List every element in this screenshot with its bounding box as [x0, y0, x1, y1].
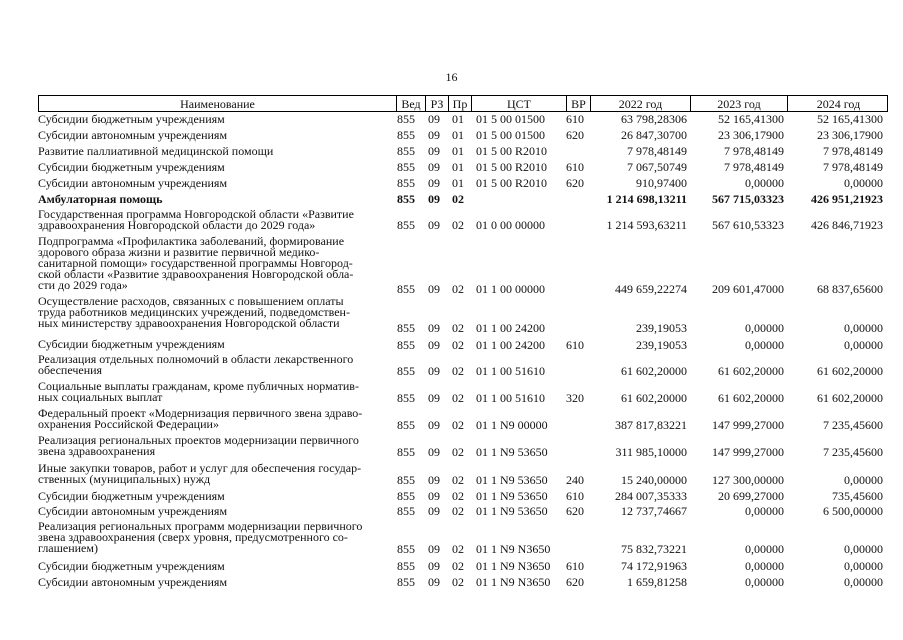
row-name: Реализация региональных проектов модернизации первичного звена здравоохранения [38, 433, 359, 458]
cell-y2023: 61 602,20000 [718, 391, 784, 405]
cell-vr: 620 [566, 128, 584, 142]
cell-pr: 01 [452, 112, 464, 126]
cell-ved: 855 [397, 575, 415, 589]
row-name: Субсидии бюджетным учреждениям [38, 160, 225, 174]
row-name: Иные закупки товаров, работ и услуг для обеспечения государ- ственных (муниципальных) нужд [38, 461, 362, 486]
cell-y2023: 7 978,48149 [724, 144, 784, 158]
cell-pr: 02 [452, 418, 464, 432]
cell-ved: 855 [397, 489, 415, 503]
row-name: Реализация региональных программ модернизации первичного звена здравоохранения (сверх уровня, предусмотренного со- глашением) [38, 519, 363, 555]
cell-y2023: 127 300,00000 [712, 473, 784, 487]
cell-y2024: 0,00000 [844, 575, 883, 589]
cell-vr: 610 [566, 559, 584, 573]
cell-pr: 02 [452, 542, 464, 556]
cell-y2024: 426 846,71923 [811, 218, 883, 232]
header-cst: ЦСТ [471, 96, 566, 111]
cell-y2022: 15 240,00000 [621, 473, 687, 487]
cell-cst: 01 1 N9 53650 [476, 504, 548, 518]
cell-y2023: 7 978,48149 [724, 160, 784, 174]
cell-ved: 855 [397, 176, 415, 190]
cell-vr: 320 [566, 391, 584, 405]
cell-pr: 02 [452, 338, 464, 352]
cell-y2024: 52 165,41300 [817, 112, 883, 126]
cell-y2024: 0,00000 [844, 338, 883, 352]
cell-pr: 02 [452, 473, 464, 487]
cell-vr: 240 [566, 473, 584, 487]
cell-y2023: 0,00000 [745, 542, 784, 556]
cell-ved: 855 [397, 559, 415, 573]
cell-pr: 02 [452, 575, 464, 589]
cell-rz: 09 [428, 504, 440, 518]
cell-y2023: 147 999,27000 [712, 418, 784, 432]
cell-y2022: 239,19053 [636, 321, 687, 335]
cell-y2022: 239,19053 [636, 338, 687, 352]
cell-ved: 855 [397, 321, 415, 335]
cell-y2022: 449 659,22274 [615, 282, 687, 296]
row-name: Субсидии бюджетным учреждениям [38, 337, 225, 351]
cell-ved: 855 [397, 128, 415, 142]
cell-rz: 09 [428, 445, 440, 459]
cell-cst: 01 1 N9 53650 [476, 489, 548, 503]
cell-y2022: 311 985,10000 [615, 445, 687, 459]
cell-y2022: 1 214 593,63211 [606, 218, 687, 232]
cell-y2024: 0,00000 [844, 473, 883, 487]
header-ved: Вед [396, 96, 425, 111]
cell-vr: 620 [566, 575, 584, 589]
row-name: Федеральный проект «Модернизация первичного звена здраво- охранения Российской Федерации» [38, 406, 363, 431]
cell-y2023: 23 306,17900 [718, 128, 784, 142]
cell-y2022: 75 832,73221 [621, 542, 687, 556]
cell-ved: 855 [397, 473, 415, 487]
cell-y2023: 52 165,41300 [718, 112, 784, 126]
cell-rz: 09 [428, 192, 440, 206]
row-name: Субсидии автономным учреждениям [38, 575, 228, 589]
header-name: Наименование [180, 97, 255, 111]
cell-cst: 01 1 00 00000 [476, 282, 545, 296]
cell-rz: 09 [428, 176, 440, 190]
page-number: 16 [445, 70, 458, 84]
cell-ved: 855 [397, 144, 415, 158]
cell-y2022: 61 602,20000 [621, 391, 687, 405]
cell-y2022: 7 067,50749 [627, 160, 687, 174]
cell-pr: 02 [452, 218, 464, 232]
row-name: Развитие паллиативной медицинской помощи [38, 144, 274, 158]
cell-rz: 09 [428, 418, 440, 432]
cell-ved: 855 [397, 338, 415, 352]
cell-rz: 09 [428, 112, 440, 126]
cell-cst: 01 5 00 R2010 [476, 160, 548, 174]
cell-y2024: 0,00000 [844, 559, 883, 573]
cell-ved: 855 [397, 391, 415, 405]
cell-rz: 09 [428, 218, 440, 232]
cell-rz: 09 [428, 542, 440, 556]
cell-pr: 02 [452, 192, 464, 206]
cell-ved: 855 [397, 542, 415, 556]
cell-cst: 01 5 00 01500 [476, 112, 545, 126]
cell-rz: 09 [428, 160, 440, 174]
cell-vr: 610 [566, 112, 584, 126]
header-2023: 2023 год [690, 96, 787, 111]
cell-y2023: 209 601,47000 [712, 282, 784, 296]
cell-vr: 620 [566, 176, 584, 190]
row-name: Субсидии автономным учреждениям [38, 504, 228, 518]
header-2022: 2022 год [590, 96, 690, 111]
cell-y2023: 0,00000 [745, 504, 784, 518]
cell-cst: 01 1 N9 N3650 [476, 542, 551, 556]
cell-cst: 01 1 N9 00000 [476, 418, 548, 432]
header-rz: РЗ [425, 96, 448, 111]
header-pr: Пр [448, 96, 471, 111]
cell-ved: 855 [397, 504, 415, 518]
cell-y2024: 0,00000 [844, 176, 883, 190]
row-name: Амбулаторная помощь [38, 192, 163, 206]
cell-pr: 02 [452, 559, 464, 573]
cell-ved: 855 [397, 418, 415, 432]
cell-cst: 01 1 N9 53650 [476, 445, 548, 459]
cell-y2024: 61 602,20000 [817, 364, 883, 378]
cell-pr: 02 [452, 504, 464, 518]
cell-y2024: 735,45600 [832, 489, 883, 503]
cell-y2022: 12 737,74667 [621, 504, 687, 518]
cell-y2024: 0,00000 [844, 321, 883, 335]
cell-pr: 02 [452, 321, 464, 335]
cell-rz: 09 [428, 282, 440, 296]
cell-cst: 01 5 00 01500 [476, 128, 545, 142]
header-2024: 2024 год [787, 96, 889, 111]
cell-ved: 855 [397, 218, 415, 232]
cell-y2023: 61 602,20000 [718, 364, 784, 378]
cell-cst: 01 1 N9 N3650 [476, 559, 551, 573]
cell-y2022: 26 847,30700 [621, 128, 687, 142]
cell-rz: 09 [428, 559, 440, 573]
cell-rz: 09 [428, 338, 440, 352]
row-name: Осуществление расходов, связанных с повышением оплаты труда работников медицинских учреждений, подведомствен- ных министерству здравоохранения Новгородской области [38, 294, 350, 330]
header-vr: ВР [566, 96, 590, 111]
cell-y2024: 68 837,65600 [817, 282, 883, 296]
cell-y2024: 0,00000 [844, 542, 883, 556]
cell-y2022: 1 214 698,13211 [606, 192, 687, 206]
cell-cst: 01 1 00 51610 [476, 364, 545, 378]
cell-cst: 01 5 00 R2010 [476, 176, 548, 190]
cell-y2023: 0,00000 [745, 321, 784, 335]
row-name: Подпрограмма «Профилактика заболеваний, формирование здорового образа жизни и развитие первичной медико- санитарной помощи» государственной программы Новгород- ской области «Развитие здравоохранения Новгородской обла- сти до 2029 года» [38, 234, 354, 292]
cell-y2023: 0,00000 [745, 559, 784, 573]
cell-y2022: 910,97400 [636, 176, 687, 190]
cell-pr: 02 [452, 364, 464, 378]
cell-pr: 02 [452, 445, 464, 459]
cell-cst: 01 5 00 R2010 [476, 144, 548, 158]
cell-cst: 01 1 N9 N3650 [476, 575, 551, 589]
cell-y2023: 0,00000 [745, 338, 784, 352]
cell-y2024: 7 235,45600 [823, 418, 883, 432]
cell-vr: 610 [566, 489, 584, 503]
cell-cst: 01 1 00 24200 [476, 321, 545, 335]
cell-rz: 09 [428, 128, 440, 142]
cell-y2024: 7 235,45600 [823, 445, 883, 459]
cell-rz: 09 [428, 321, 440, 335]
cell-rz: 09 [428, 575, 440, 589]
cell-rz: 09 [428, 489, 440, 503]
cell-cst: 01 0 00 00000 [476, 218, 545, 232]
cell-y2023: 567 610,53323 [712, 218, 784, 232]
cell-cst: 01 1 00 51610 [476, 391, 545, 405]
cell-pr: 01 [452, 176, 464, 190]
cell-y2022: 7 978,48149 [627, 144, 687, 158]
cell-y2022: 1 659,81258 [627, 575, 687, 589]
row-name: Субсидии бюджетным учреждениям [38, 489, 225, 503]
cell-rz: 09 [428, 144, 440, 158]
cell-cst: 01 1 N9 53650 [476, 473, 548, 487]
row-name: Субсидии бюджетным учреждениям [38, 112, 225, 126]
cell-ved: 855 [397, 282, 415, 296]
cell-pr: 01 [452, 128, 464, 142]
cell-y2023: 0,00000 [745, 176, 784, 190]
cell-ved: 855 [397, 160, 415, 174]
row-name: Субсидии автономным учреждениям [38, 176, 228, 190]
row-name: Субсидии автономным учреждениям [38, 128, 228, 142]
cell-y2023: 20 699,27000 [718, 489, 784, 503]
cell-y2023: 567 715,03323 [712, 192, 784, 206]
cell-ved: 855 [397, 112, 415, 126]
cell-y2022: 74 172,91963 [621, 559, 687, 573]
cell-vr: 610 [566, 338, 584, 352]
cell-y2023: 0,00000 [745, 575, 784, 589]
cell-pr: 02 [452, 391, 464, 405]
cell-y2024: 23 306,17900 [817, 128, 883, 142]
cell-pr: 01 [452, 144, 464, 158]
row-name: Государственная программа Новгородской области «Развитие здравоохранения Новгородской области до 2029 года» [38, 207, 354, 232]
row-name: Реализация отдельных полномочий в области лекарственного обеспечения [38, 352, 354, 377]
cell-y2024: 6 500,00000 [823, 504, 883, 518]
cell-cst: 01 1 00 24200 [476, 338, 545, 352]
cell-rz: 09 [428, 391, 440, 405]
cell-y2022: 284 007,35333 [615, 489, 687, 503]
cell-y2022: 63 798,28306 [621, 112, 687, 126]
cell-ved: 855 [397, 192, 415, 206]
cell-ved: 855 [397, 445, 415, 459]
cell-vr: 610 [566, 160, 584, 174]
cell-pr: 02 [452, 282, 464, 296]
cell-ved: 855 [397, 364, 415, 378]
cell-y2022: 61 602,20000 [621, 364, 687, 378]
cell-rz: 09 [428, 473, 440, 487]
cell-vr: 620 [566, 504, 584, 518]
cell-y2024: 7 978,48149 [823, 160, 883, 174]
cell-y2024: 7 978,48149 [823, 144, 883, 158]
cell-y2024: 426 951,21923 [811, 192, 883, 206]
cell-y2024: 61 602,20000 [817, 391, 883, 405]
row-name: Субсидии бюджетным учреждениям [38, 559, 225, 573]
cell-pr: 02 [452, 489, 464, 503]
cell-pr: 01 [452, 160, 464, 174]
cell-y2023: 147 999,27000 [712, 445, 784, 459]
cell-rz: 09 [428, 364, 440, 378]
row-name: Социальные выплаты гражданам, кроме публичных норматив- ных социальных выплат [38, 379, 359, 404]
cell-y2022: 387 817,83221 [615, 418, 687, 432]
